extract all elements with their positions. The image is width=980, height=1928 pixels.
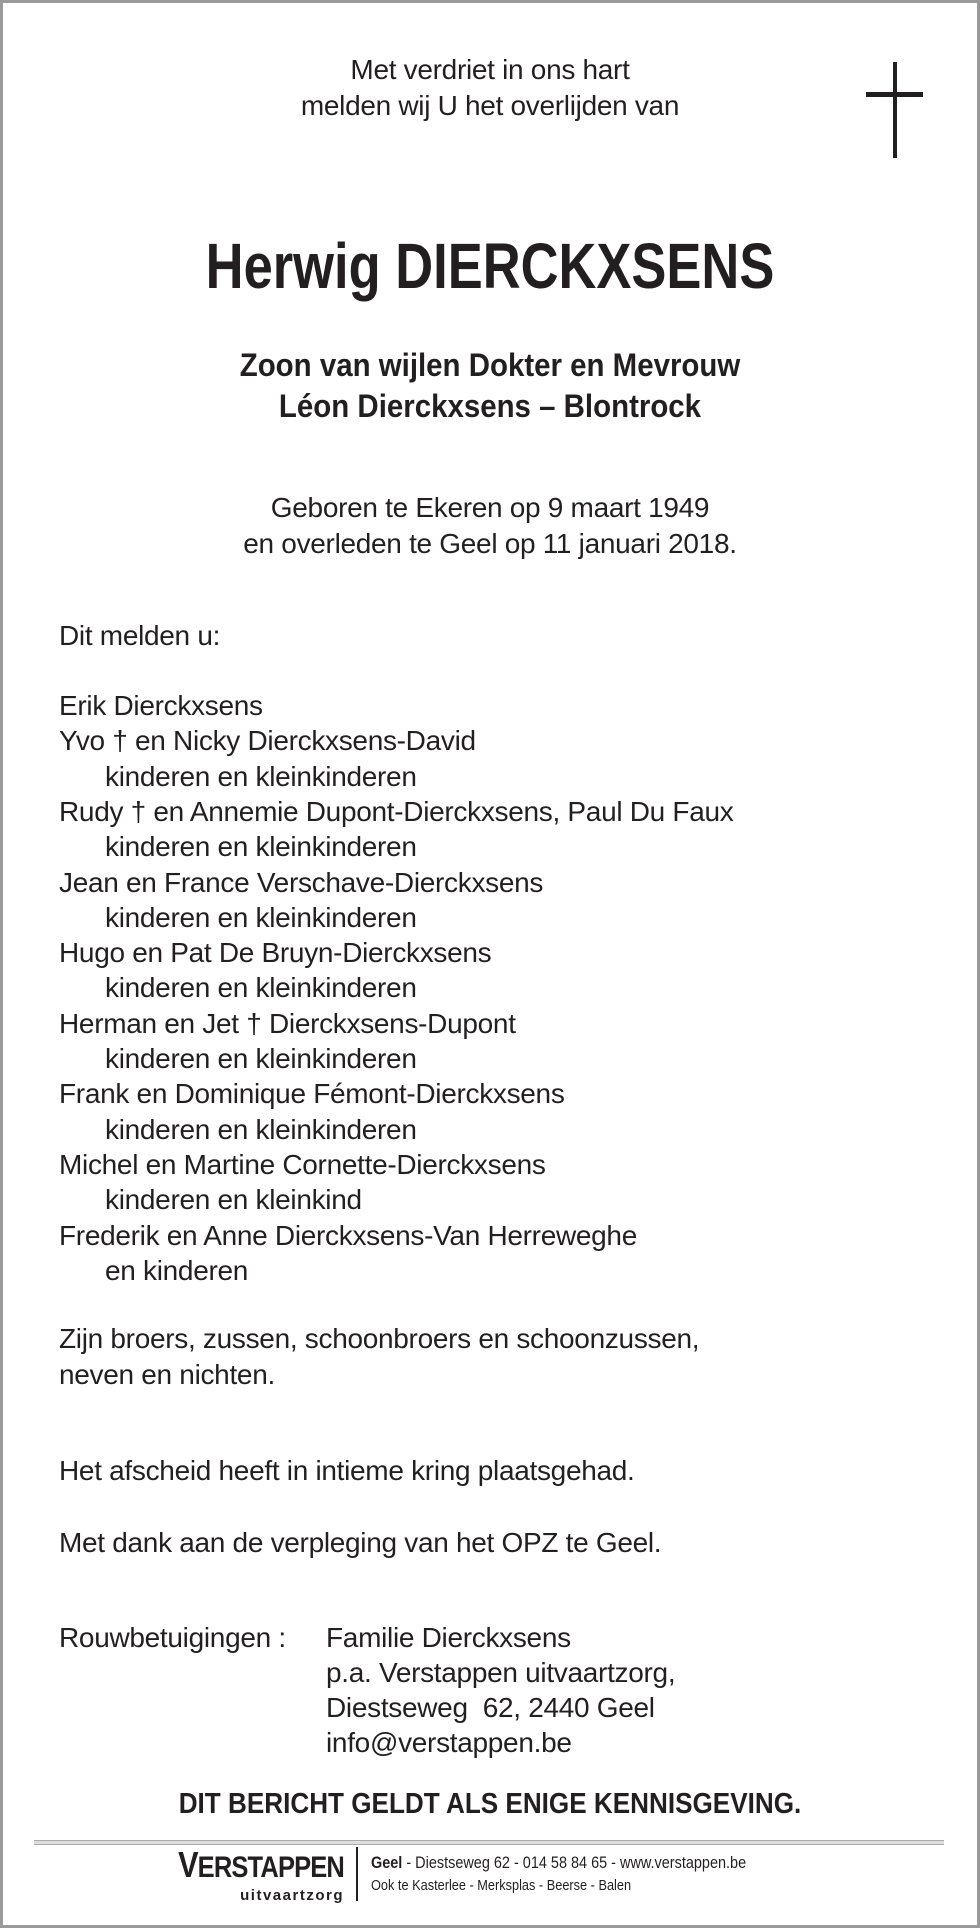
thanks-text: Met dank aan de verpleging van het OPZ te Geel. xyxy=(59,1527,662,1558)
footer-branches: Ook te Kasterlee - Merksplas - Beerse - Balen xyxy=(371,1877,632,1894)
family-member-line: Frederik en Anne Dierckxsens-Van Herreweghe xyxy=(59,1219,637,1251)
footer-contact[interactable]: - Diestseweg 62 - 014 58 84 65 - www.verstappen.be xyxy=(402,1853,747,1872)
family-descendants-line: kinderen en kleinkinderen xyxy=(105,831,417,863)
family-member-line: Hugo en Pat De Bruyn-Dierckxsens xyxy=(59,937,492,969)
family-member-line: Herman en Jet † Dierckxsens-Dupont xyxy=(59,1007,516,1039)
parents-line-2: Léon Dierckxsens – Blontrock xyxy=(278,388,702,424)
family-member-line: Frank en Dominique Fémont-Dierckxsens xyxy=(59,1078,565,1110)
relatives-line-2: neven en nichten. xyxy=(59,1359,275,1390)
condolences-email[interactable]: info@verstappen.be xyxy=(326,1727,572,1758)
footer-address xyxy=(371,1853,746,1873)
logo-name: ERSTAPPEN xyxy=(197,1851,344,1884)
family-descendants-line: en kinderen xyxy=(105,1254,249,1286)
family-descendants-line: kinderen en kleinkind xyxy=(105,1184,362,1216)
condolences-care-of: p.a. Verstappen uitvaartzorg, xyxy=(326,1657,676,1688)
family-descendants-line: kinderen en kleinkinderen xyxy=(105,760,417,792)
intro-line-1: Met verdriet in ons hart xyxy=(350,54,630,85)
footer-separator xyxy=(356,1847,358,1901)
family-descendants-line: kinderen en kleinkinderen xyxy=(105,1113,417,1145)
condolences-label: Rouwbetuigingen : xyxy=(59,1622,286,1653)
family-member-line: Michel en Martine Cornette-Dierckxsens xyxy=(59,1148,546,1180)
farewell-text: Het afscheid heeft in intieme kring plaatsgehad. xyxy=(59,1455,635,1486)
footer-city: Geel xyxy=(371,1853,403,1872)
condolences-name: Familie Dierckxsens xyxy=(326,1622,571,1653)
logo-initial: V xyxy=(178,1844,198,1885)
family-member-line: Rudy † en Annemie Dupont-Dierckxsens, Paul Du Faux xyxy=(59,795,734,827)
birth-line: Geboren te Ekeren op 9 maart 1949 xyxy=(270,492,710,523)
intro-line-2: melden wij U het overlijden van xyxy=(300,90,680,121)
condolences-address: Diestseweg 62, 2440 Geel xyxy=(326,1692,655,1723)
deceased-name: Herwig DIERCKXSENS xyxy=(205,230,775,302)
notice-text: DIT BERICHT GELDT ALS ENIGE KENNISGEVING. xyxy=(178,1788,802,1820)
family-member-line: Yvo † en Nicky Dierckxsens-David xyxy=(59,725,476,757)
relatives-line-1: Zijn broers, zussen, schoonbroers en schoonzussen, xyxy=(59,1323,700,1354)
family-descendants-line: kinderen en kleinkinderen xyxy=(105,972,417,1004)
announcers-label: Dit melden u: xyxy=(59,620,221,651)
family-member-line: Jean en France Verschave-Dierckxsens xyxy=(59,866,544,898)
family-descendants-line: kinderen en kleinkinderen xyxy=(105,1043,417,1074)
parents-line-1: Zoon van wijlen Dokter en Mevrouw xyxy=(239,347,741,383)
family-member-line: Erik Dierckxsens xyxy=(59,690,263,721)
footer-divider xyxy=(34,1840,944,1845)
death-line: en overleden te Geel op 11 januari 2018. xyxy=(243,528,737,559)
family-descendants-line: kinderen en kleinkinderen xyxy=(105,901,417,933)
verstappen-logo xyxy=(132,1844,344,1904)
logo-subtitle: uitvaartzorg xyxy=(240,1887,344,1904)
